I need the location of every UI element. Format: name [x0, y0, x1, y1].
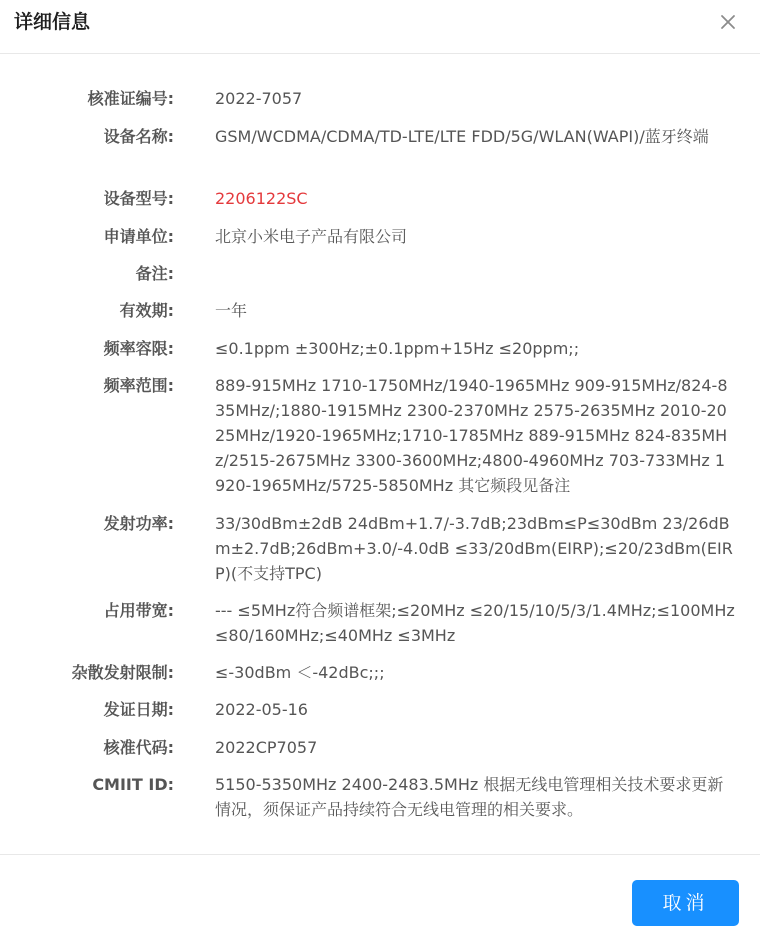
field-value: 2022CP7057 [215, 738, 318, 757]
field-label: 有效期: [119, 301, 174, 320]
field-label: 设备型号: [103, 189, 174, 208]
field-label: 频率容限: [103, 339, 174, 358]
field-value-highlight: 2206122SC [215, 189, 308, 208]
field-label: 核准证编号: [87, 89, 174, 108]
close-icon[interactable] [716, 10, 740, 34]
field-value: 北京小米电子产品有限公司 [215, 227, 408, 246]
field-value: 889-915MHz 1710-1750MHz/1940-1965MHz 909-915MHz/824-835MHz/;1880-1915MHz 2300-2370MHz 2575-2635MHz 2010-2025MHz/1920-1965MHz;1710-1785MHz 889-915MHz 824-835MHz/2515-2675MHz 3300-3600MHz;4800-4960MHz 703-733MHz 1920-1965MHz/5725-5850MHz 其它频段见备注 [215, 376, 728, 495]
field-value: --- ≤5MHz符合频谱框架;≤20MHz ≤20/15/10/5/3/1.4MHz;≤100MHz ≤80/160MHz;≤40MHz ≤3MHz [215, 601, 735, 645]
dialog-body [0, 54, 760, 854]
field-value: ≤-30dBm ＜-42dBc;;; [215, 663, 385, 682]
close-icon-glyph [716, 10, 740, 34]
field-label: 占用带宽: [103, 601, 174, 620]
field-label: 申请单位: [103, 227, 174, 246]
field-value: 一年 [215, 301, 248, 320]
field-value: 5150-5350MHz 2400-2483.5MHz 根据无线电管理相关技术要求更新情况，须保证产品持续符合无线电管理的相关要求。 [215, 775, 724, 819]
field-value: 2022-05-16 [215, 700, 308, 719]
field-label: 杂散发射限制: [71, 663, 174, 682]
field-label: 频率范围: [103, 376, 174, 395]
field-label: 设备名称: [103, 127, 174, 146]
field-label: 发射功率: [103, 514, 174, 533]
field-value: 33/30dBm±2dB 24dBm+1.7/-3.7dB;23dBm≤P≤30dBm 23/26dBm±2.7dB;26dBm+3.0/-4.0dB ≤33/20dBm(EIRP);≤20/23dBm(EIRP)(不支持TPC) [215, 514, 733, 583]
field-value: 2022-7057 [215, 89, 303, 108]
field-label: 发证日期: [103, 700, 174, 719]
dialog-header [0, 0, 760, 54]
dialog-title: 详细信息 [14, 11, 91, 33]
cancel-button[interactable]: 取消 [632, 880, 739, 926]
field-label: 核准代码: [103, 738, 174, 757]
field-value: ≤0.1ppm ±300Hz;±0.1ppm+15Hz ≤20ppm;; [215, 339, 580, 358]
field-label: 备注: [135, 264, 174, 283]
field-value: GSM/WCDMA/CDMA/TD-LTE/LTE FDD/5G/WLAN(WAPI)/蓝牙终端 [215, 127, 709, 146]
field-label: CMIIT ID: [92, 775, 174, 794]
dialog-footer [0, 854, 760, 936]
